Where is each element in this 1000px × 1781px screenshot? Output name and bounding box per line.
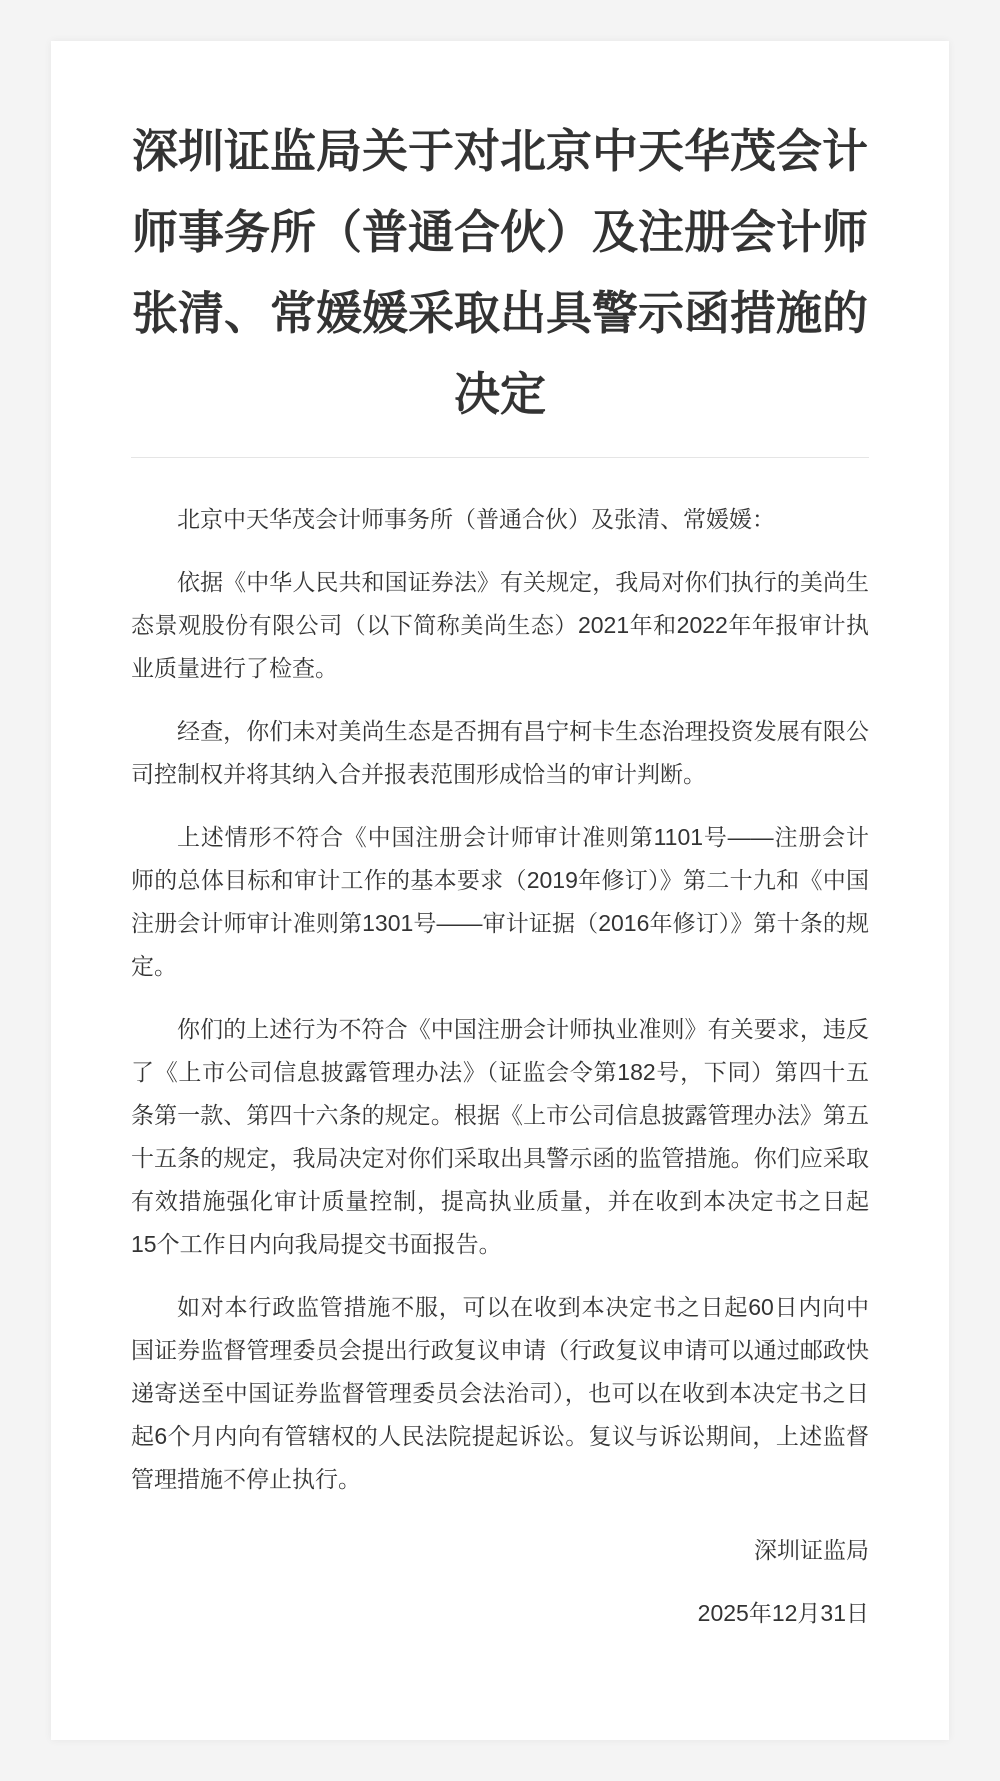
decision-paragraph: 你们的上述行为不符合《中国注册会计师执业准则》有关要求，违反了《上市公司信息披露管理办法》（证监会令第182号，下同）第四十五条第一款、第四十六条的规定。根据《上市公司信息披露管理办法》第五十五条的规定，我局决定对你们采取出具警示函的监管措施。你们应采取有效措施强化审计质量控制，提高执业质量，并在收到本决定书之日起15个工作日内向我局提交书面报告。 (131, 1016, 869, 1257)
issue-date: 2025年12月31日 (697, 1600, 869, 1626)
violated-standards-paragraph: 上述情形不符合《中国注册会计师审计准则第1101号——注册会计师的总体目标和审计工作的基本要求（2019年修订）》第二十九和《中国注册会计师审计准则第1301号——审计证据（2016年修订）》第十条的规定。 (131, 824, 869, 979)
issuer-signature: 深圳证监局 (754, 1537, 869, 1563)
findings-paragraph: 经查，你们未对美尚生态是否拥有昌宁柯卡生态治理投资发展有限公司控制权并将其纳入合并报表范围形成恰当的审计判断。 (131, 718, 869, 787)
document-card (51, 41, 949, 1740)
addressee-paragraph: 北京中天华茂会计师事务所（普通合伙）及张清、常媛媛： (177, 506, 775, 532)
basis-paragraph: 依据《中华人民共和国证券法》有关规定，我局对你们执行的美尚生态景观股份有限公司（以下简称美尚生态）2021年和2022年年报审计执业质量进行了检查。 (131, 569, 869, 681)
document-title: 深圳证监局关于对北京中天华茂会计师事务所（普通合伙）及注册会计师张清、常媛媛采取出具警示函措施的决定 (132, 125, 868, 420)
appeal-paragraph: 如对本行政监管措施不服，可以在收到本决定书之日起60日内向中国证券监督管理委员会提出行政复议申请（行政复议申请可以通过邮政快递寄送至中国证券监督管理委员会法治司），也可以在收到本决定书之日起6个月内向有管辖权的人民法院提起诉讼。复议与诉讼期间，上述监督管理措施不停止执行。 (131, 1294, 869, 1492)
document-body (131, 458, 869, 1635)
